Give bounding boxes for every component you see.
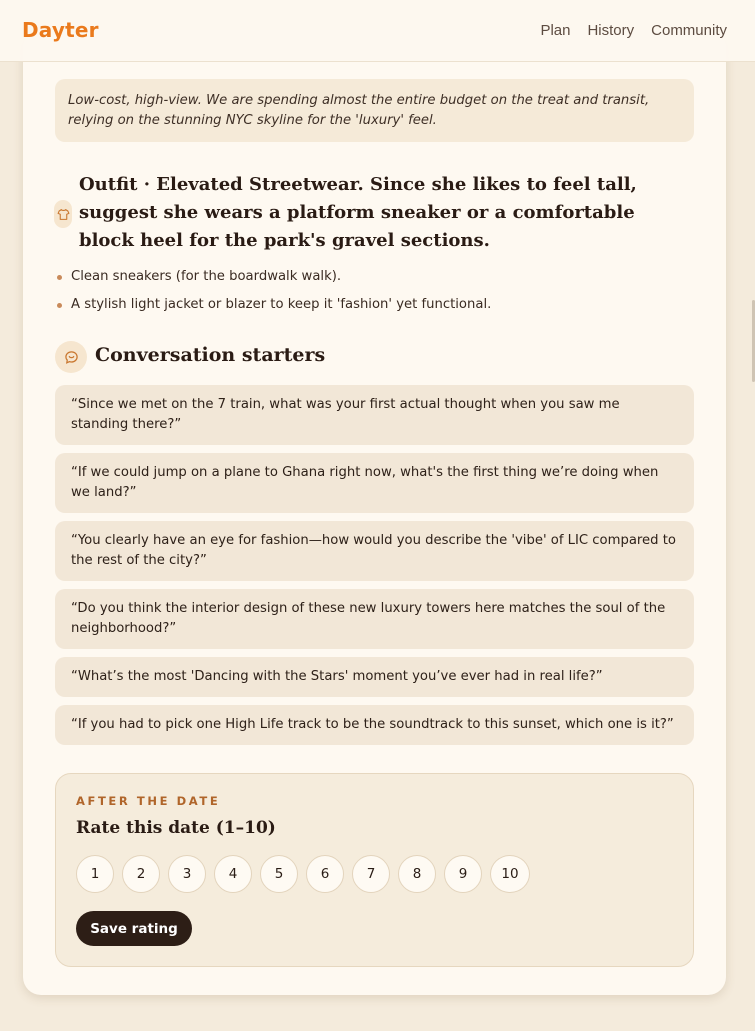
outfit-item: Clean sneakers (for the boardwalk walk). xyxy=(55,266,705,294)
rating-option-9[interactable]: 9 xyxy=(444,855,482,893)
conversation-starter: “You clearly have an eye for fashion—how would you describe the 'vibe' of LIC compared to the rest of the city?” xyxy=(55,521,694,581)
conversation-starter: “If you had to pick one High Life track to be the soundtrack to this sunset, which one is it?” xyxy=(55,705,694,745)
main-nav xyxy=(540,22,727,39)
conversation-heading: Conversation starters xyxy=(95,344,326,366)
top-nav-bar xyxy=(0,0,755,62)
nav-history[interactable]: History xyxy=(587,22,635,39)
app-logo[interactable]: Dayter xyxy=(22,18,99,42)
shirt-icon xyxy=(54,200,72,228)
nav-community[interactable]: Community xyxy=(651,22,727,39)
conversation-starter: “Do you think the interior design of these new luxury towers here matches the soul of the neighborhood?” xyxy=(55,589,694,649)
rating-option-2[interactable]: 2 xyxy=(122,855,160,893)
budget-note: Low-cost, high-view. We are spending almost the entire budget on the treat and transit, relying on the stunning NYC skyline for the 'luxury' feel. xyxy=(55,79,694,142)
rating-option-5[interactable]: 5 xyxy=(260,855,298,893)
conversation-starter: “What’s the most 'Dancing with the Stars' moment you’ve ever had in real life?” xyxy=(55,657,694,697)
chat-bubble-icon xyxy=(55,341,87,373)
rating-panel xyxy=(55,773,694,967)
rating-title: Rate this date (1–10) xyxy=(76,818,276,838)
rating-option-10[interactable]: 10 xyxy=(490,855,530,893)
outfit-item: A stylish light jacket or blazer to keep it 'fashion' yet functional. xyxy=(55,294,705,322)
save-rating-button[interactable]: Save rating xyxy=(76,911,192,946)
outfit-list xyxy=(55,266,705,322)
rating-option-8[interactable]: 8 xyxy=(398,855,436,893)
rating-eyebrow: AFTER THE DATE xyxy=(76,794,221,808)
conversation-starter: “Since we met on the 7 train, what was your first actual thought when you saw me standing there?” xyxy=(55,385,694,445)
conversation-starter: “If we could jump on a plane to Ghana right now, what's the first thing we’re doing when we land?” xyxy=(55,453,694,513)
rating-option-7[interactable]: 7 xyxy=(352,855,390,893)
rating-options xyxy=(76,855,530,893)
rating-option-6[interactable]: 6 xyxy=(306,855,344,893)
rating-option-1[interactable]: 1 xyxy=(76,855,114,893)
outfit-heading: Outfit · Elevated Streetwear. Since she likes to feel tall, suggest she wears a platform sneaker or a comfortable block heel for the park's gravel sections. xyxy=(79,174,637,251)
rating-option-3[interactable]: 3 xyxy=(168,855,206,893)
rating-option-4[interactable]: 4 xyxy=(214,855,252,893)
nav-plan[interactable]: Plan xyxy=(540,22,571,39)
